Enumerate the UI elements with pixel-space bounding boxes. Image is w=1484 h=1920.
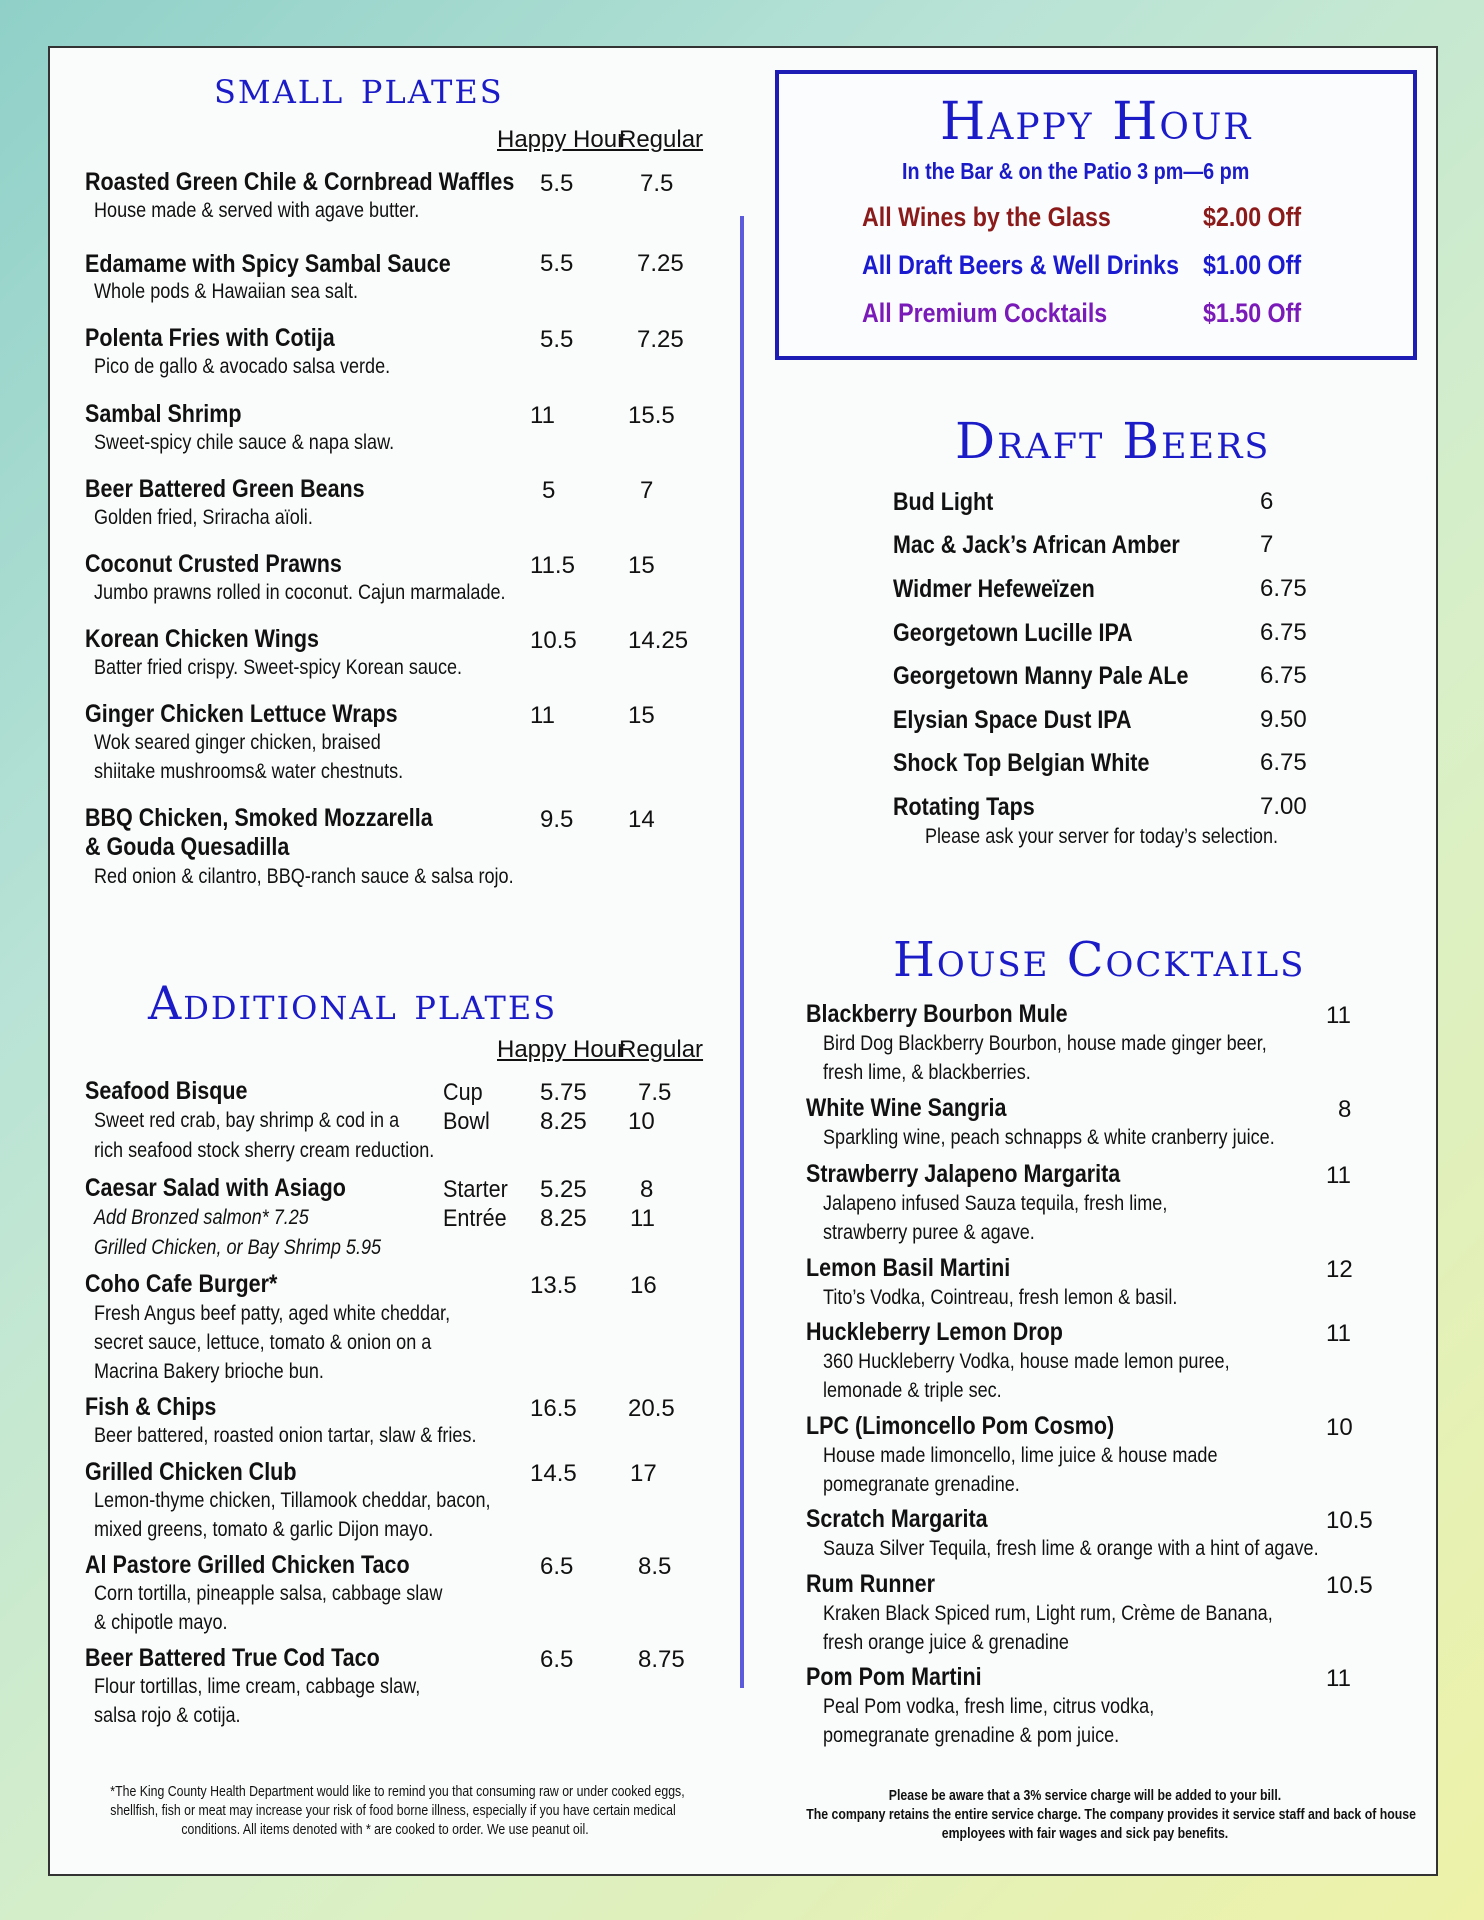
size-label: Bowl — [443, 1108, 490, 1135]
cocktail-name: Lemon Basil Martini — [806, 1254, 1011, 1282]
small-plate-hh-price: 11 — [530, 702, 555, 729]
additional-plate-hh-price: 14.5 — [530, 1460, 577, 1487]
happy-hour-cocktail-amount: $1.50 Off — [1203, 298, 1302, 328]
beer-name: Georgetown Manny Pale ALe — [893, 662, 1189, 690]
cocktail-price: 11 — [1326, 1665, 1351, 1692]
small-plate-name: Beer Battered Green Beans — [85, 475, 365, 503]
cocktail-price: 11 — [1326, 1162, 1351, 1189]
small-plate-desc: Sweet-spicy chile sauce & napa slaw. — [94, 431, 395, 454]
cocktail-desc: pomegranate grenadine. — [823, 1473, 1020, 1496]
additional-plate-reg-price: 8 — [640, 1176, 654, 1203]
additional-plate-reg-price: 8.5 — [638, 1553, 672, 1580]
beer-name: Georgetown Lucille IPA — [893, 619, 1133, 647]
small-plates-col-happy-hour: Happy Hour — [497, 126, 626, 153]
cocktail-name: Scratch Margarita — [806, 1505, 988, 1533]
additional-plate-hh-price: 5.25 — [540, 1176, 587, 1203]
additional-plate-reg-price: 10 — [628, 1108, 655, 1135]
additional-plate-reg-price: 16 — [630, 1272, 657, 1299]
additional-plate-hh-price: 6.5 — [540, 1553, 574, 1580]
small-plate-desc: Wok seared ginger chicken, braised — [94, 731, 381, 754]
happy-hour-subtitle: In the Bar & on the Patio 3 pm—6 pm — [902, 158, 1250, 184]
additional-plate-reg-price: 20.5 — [628, 1395, 675, 1422]
additional-plate-reg-price: 11 — [630, 1205, 655, 1232]
small-plate-desc: Jumbo prawns rolled in coconut. Cajun marmalade. — [94, 581, 506, 604]
happy-hour-beer-amount: $1.00 Off — [1203, 250, 1302, 280]
small-plate-name: Polenta Fries with Cotija — [85, 324, 335, 352]
small-plates-title: small plates — [214, 60, 504, 114]
small-plate-name: Coconut Crusted Prawns — [85, 550, 342, 578]
beer-name: Bud Light — [893, 488, 994, 516]
additional-plate-hh-price: 8.25 — [540, 1108, 587, 1135]
happy-hour-cocktail-label: All Premium Cocktails — [862, 298, 1108, 328]
cocktail-desc: fresh orange juice & grenadine — [823, 1631, 1069, 1654]
additional-plate-name: Coho Cafe Burger* — [85, 1270, 278, 1298]
cocktail-name: Huckleberry Lemon Drop — [806, 1318, 1063, 1346]
additional-plate-hh-price: 8.25 — [540, 1205, 587, 1232]
small-plate-hh-price: 10.5 — [530, 627, 577, 654]
small-plate-desc: Pico de gallo & avocado salsa verde. — [94, 355, 391, 378]
happy-hour-title: Happy Hour — [940, 92, 1253, 152]
draft-beers-note: Please ask your server for today’s selection. — [925, 825, 1279, 848]
small-plate-reg-price: 15 — [628, 552, 655, 579]
cocktail-name: Blackberry Bourbon Mule — [806, 1000, 1068, 1028]
cocktail-desc: Peal Pom vodka, fresh lime, citrus vodka, — [823, 1695, 1155, 1718]
beer-name: Widmer Hefeweïzen — [893, 575, 1095, 603]
beer-price: 6.75 — [1260, 662, 1307, 689]
additional-plate-reg-price: 8.75 — [638, 1646, 685, 1673]
additional-plates-col-regular: Regular — [619, 1036, 704, 1063]
cocktail-price: 10.5 — [1326, 1507, 1373, 1534]
additional-plate-desc: secret sauce, lettuce, tomato & onion on a — [94, 1331, 432, 1354]
cocktail-price: 11 — [1326, 1002, 1351, 1029]
beer-price: 9.50 — [1260, 706, 1307, 733]
additional-plate-desc: Lemon-thyme chicken, Tillamook cheddar, bacon, — [94, 1489, 491, 1512]
cocktail-desc: Jalapeno infused Sauza tequila, fresh lime, — [823, 1192, 1168, 1215]
cocktail-desc: Sauza Silver Tequila, fresh lime & orange with a hint of agave. — [823, 1537, 1319, 1560]
additional-plate-hh-price: 13.5 — [530, 1272, 577, 1299]
small-plate-desc: shiitake mushrooms& water chestnuts. — [94, 760, 404, 783]
small-plate-desc: Batter fried crispy. Sweet-spicy Korean sauce. — [94, 656, 463, 679]
small-plate-reg-price: 7.25 — [637, 250, 684, 277]
cocktail-name: Pom Pom Martini — [806, 1663, 982, 1691]
additional-plate-desc: Grilled Chicken, or Bay Shrimp 5.95 — [94, 1236, 382, 1259]
cocktail-price: 12 — [1326, 1256, 1353, 1283]
cocktail-price: 10.5 — [1326, 1572, 1373, 1599]
additional-plate-hh-price: 6.5 — [540, 1646, 574, 1673]
small-plate-name: Korean Chicken Wings — [85, 625, 319, 653]
small-plate-desc: Red onion & cilantro, BBQ-ranch sauce & salsa rojo. — [94, 865, 514, 888]
small-plate-hh-price: 11.5 — [530, 552, 575, 579]
small-plate-reg-price: 15 — [628, 702, 655, 729]
small-plate-name: Ginger Chicken Lettuce Wraps — [85, 700, 398, 728]
additional-plate-name: Seafood Bisque — [85, 1077, 248, 1105]
cocktail-desc: Kraken Black Spiced rum, Light rum, Crème de Banana, — [823, 1602, 1273, 1625]
beer-name: Shock Top Belgian White — [893, 749, 1150, 777]
cocktail-desc: fresh lime, & blackberries. — [823, 1061, 1031, 1084]
cocktail-desc: pomegranate grenadine & pom juice. — [823, 1724, 1120, 1747]
cocktail-name: LPC (Limoncello Pom Cosmo) — [806, 1412, 1115, 1440]
small-plate-desc: Golden fried, Sriracha aïoli. — [94, 506, 313, 529]
cocktail-desc: lemonade & triple sec. — [823, 1379, 1002, 1402]
small-plate-name: BBQ Chicken, Smoked Mozzarella — [85, 804, 433, 832]
additional-plate-name: Fish & Chips — [85, 1393, 217, 1421]
cocktail-name: Rum Runner — [806, 1570, 935, 1598]
small-plate-reg-price: 7.25 — [637, 326, 684, 353]
additional-plate-name: Grilled Chicken Club — [85, 1458, 297, 1486]
happy-hour-wine-label: All Wines by the Glass — [862, 202, 1111, 232]
beer-price: 6.75 — [1260, 619, 1307, 646]
small-plate-hh-price: 5.5 — [540, 326, 574, 353]
additional-plate-desc: salsa rojo & cotija. — [94, 1704, 241, 1727]
service-charge-note: Please be aware that a 3% service charge will be added to your bill. The company retains the entire service charge. The company provides it service staff and back of house employees with fair wages and sick pay benefits. — [806, 1787, 1416, 1842]
small-plate-desc: House made & served with agave butter. — [94, 199, 420, 222]
cocktail-name: White Wine Sangria — [806, 1094, 1007, 1122]
cocktail-desc: House made limoncello, lime juice & house made — [823, 1444, 1218, 1467]
cocktail-price: 10 — [1326, 1414, 1353, 1441]
cocktail-desc: 360 Huckleberry Vodka, house made lemon puree, — [823, 1350, 1230, 1373]
additional-plate-desc: Corn tortilla, pineapple salsa, cabbage slaw — [94, 1582, 443, 1605]
additional-plate-desc: Fresh Angus beef patty, aged white cheddar, — [94, 1302, 451, 1325]
small-plate-hh-price: 5.5 — [540, 170, 574, 197]
additional-plate-name: Al Pastore Grilled Chicken Taco — [85, 1551, 410, 1579]
size-label: Cup — [443, 1079, 483, 1106]
beer-price: 7 — [1260, 531, 1274, 558]
additional-plate-desc: Flour tortillas, lime cream, cabbage slaw, — [94, 1675, 421, 1698]
happy-hour-wine-amount: $2.00 Off — [1203, 202, 1302, 232]
small-plate-hh-price: 9.5 — [540, 806, 574, 833]
small-plate-reg-price: 7.5 — [640, 170, 674, 197]
additional-plate-hh-price: 5.75 — [540, 1079, 587, 1106]
additional-plate-name: Caesar Salad with Asiago — [85, 1174, 346, 1202]
beer-name: Rotating Taps — [893, 793, 1035, 821]
small-plate-reg-price: 15.5 — [628, 402, 675, 429]
small-plates-col-regular: Regular — [619, 126, 704, 153]
additional-plate-name: Beer Battered True Cod Taco — [85, 1644, 380, 1672]
additional-plate-desc: rich seafood stock sherry cream reduction. — [94, 1139, 435, 1162]
additional-plate-desc: Add Bronzed salmon* 7.25 — [94, 1206, 309, 1229]
column-divider — [740, 216, 744, 1688]
cocktail-price: 8 — [1338, 1096, 1352, 1123]
cocktail-price: 11 — [1326, 1320, 1351, 1347]
additional-plates-title: Additional plates — [148, 976, 558, 1030]
small-plate-name: Edamame with Spicy Sambal Sauce — [85, 250, 451, 278]
additional-plate-desc: Macrina Bakery brioche bun. — [94, 1360, 324, 1383]
small-plate-name: Sambal Shrimp — [85, 400, 242, 428]
additional-plate-reg-price: 17 — [630, 1460, 657, 1487]
cocktail-desc: Bird Dog Blackberry Bourbon, house made ginger beer, — [823, 1032, 1267, 1055]
small-plate-name: Roasted Green Chile & Cornbread Waffles — [85, 168, 515, 196]
size-label: Starter — [443, 1176, 508, 1203]
small-plate-hh-price: 5.5 — [540, 250, 574, 277]
cocktail-name: Strawberry Jalapeno Margarita — [806, 1160, 1121, 1188]
small-plate-name-line2: & Gouda Quesadilla — [85, 833, 290, 861]
small-plate-reg-price: 7 — [640, 477, 654, 504]
small-plate-reg-price: 14 — [628, 806, 655, 833]
beer-price: 7.00 — [1260, 793, 1307, 820]
additional-plate-desc: mixed greens, tomato & garlic Dijon mayo. — [94, 1518, 434, 1541]
additional-plate-desc: & chipotle mayo. — [94, 1611, 228, 1634]
beer-price: 6 — [1260, 488, 1274, 515]
beer-price: 6.75 — [1260, 575, 1307, 602]
small-plate-hh-price: 11 — [530, 402, 555, 429]
additional-plate-desc: Beer battered, roasted onion tartar, slaw & fries. — [94, 1424, 477, 1447]
size-label: Entrée — [443, 1205, 507, 1232]
happy-hour-beer-label: All Draft Beers & Well Drinks — [862, 250, 1180, 280]
cocktail-desc: Tito’s Vodka, Cointreau, fresh lemon & basil. — [823, 1286, 1178, 1309]
beer-name: Elysian Space Dust IPA — [893, 706, 1132, 734]
small-plate-desc: Whole pods & Hawaiian sea salt. — [94, 280, 359, 303]
additional-plates-col-happy-hour: Happy Hour — [497, 1036, 626, 1063]
small-plate-reg-price: 14.25 — [628, 627, 689, 654]
cocktail-desc: Sparkling wine, peach schnapps & white cranberry juice. — [823, 1126, 1275, 1149]
house-cocktails-title: House Cocktails — [893, 932, 1306, 988]
draft-beers-title: Draft Beers — [955, 412, 1271, 470]
additional-plate-desc: Sweet red crab, bay shrimp & cod in a — [94, 1109, 400, 1132]
additional-plate-reg-price: 7.5 — [638, 1079, 672, 1106]
health-note: *The King County Health Department would like to remind you that consuming raw or under cooked eggs, shellfish, fish or meat may increase your risk of food borne illness, especially if you have certain medical conditions. All items denoted with * are cooked to order. We use peanut oil. — [110, 1783, 685, 1838]
beer-name: Mac & Jack’s African Amber — [893, 531, 1180, 559]
small-plate-hh-price: 5 — [542, 477, 556, 504]
beer-price: 6.75 — [1260, 749, 1307, 776]
additional-plate-hh-price: 16.5 — [530, 1395, 577, 1422]
cocktail-desc: strawberry puree & agave. — [823, 1221, 1035, 1244]
